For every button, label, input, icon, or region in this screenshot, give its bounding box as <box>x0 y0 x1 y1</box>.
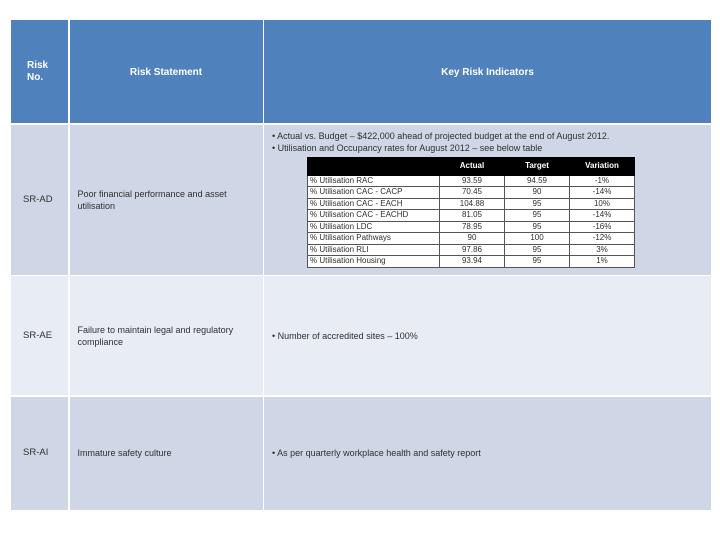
table-row <box>308 198 635 210</box>
variation-value: 3% <box>570 244 635 256</box>
header-risk-no-line1: Risk <box>27 60 49 71</box>
kri-bullet: • Actual vs. Budget – $422,000 ahead of projected budget at the end of August 2012. <box>272 130 610 141</box>
target-value: 95 <box>505 210 570 222</box>
target-value: 100 <box>505 233 570 245</box>
kri-bullet: • Utilisation and Occupancy rates for August 2012 – see below table <box>272 142 543 153</box>
kri-cell <box>264 276 711 395</box>
utilisation-header-row <box>308 157 635 175</box>
metric-name: % Utilisation CAC - EACH <box>308 198 440 210</box>
table-row <box>308 187 635 199</box>
table-row <box>308 256 635 268</box>
header-risk-no-line2: No. <box>27 72 44 83</box>
target-value: 95 <box>505 256 570 268</box>
risk-id-cell <box>11 276 68 395</box>
target-value: 95 <box>505 244 570 256</box>
col-header-variation: Variation <box>570 157 635 175</box>
metric-name: % Utilisation RLI <box>308 244 440 256</box>
header-risk-no <box>11 20 68 123</box>
col-header <box>308 157 440 175</box>
col-header-actual: Actual <box>440 157 505 175</box>
risk-statement-cell <box>70 125 263 275</box>
risk-id-cell <box>11 125 68 275</box>
header-risk-statement: Risk Statement <box>70 20 263 123</box>
actual-value: 70.45 <box>440 187 505 199</box>
target-value: 95 <box>505 221 570 233</box>
actual-value: 81.05 <box>440 210 505 222</box>
metric-name: % Utilisation CAC - EACHD <box>308 210 440 222</box>
risk-id: SR-AE <box>23 329 53 341</box>
variation-value: -14% <box>570 210 635 222</box>
risk-id: SR-AI <box>23 447 49 458</box>
risk-id: SR-AD <box>23 193 53 205</box>
actual-value: 104.88 <box>440 198 505 210</box>
metric-name: % Utilisation CAC - CACP <box>308 187 440 199</box>
table-row <box>308 233 635 245</box>
utilisation-table <box>307 157 635 268</box>
variation-value: -14% <box>570 187 635 199</box>
kri-cell <box>264 397 711 510</box>
variation-value: 1% <box>570 256 635 268</box>
actual-value: 93.59 <box>440 175 505 187</box>
risk-statement-cell <box>70 397 263 510</box>
kri-cell <box>264 125 711 275</box>
metric-name: % Utilisation RAC <box>308 175 440 187</box>
col-header-target: Target <box>505 157 570 175</box>
risk-statement: Poor financial performance and asset utilisation <box>77 188 227 211</box>
table-row <box>308 210 635 222</box>
table-row <box>308 244 635 256</box>
risk-table <box>11 20 711 507</box>
risk-statement: Failure to maintain legal and regulatory compliance <box>77 324 234 347</box>
risk-statement: Immature safety culture <box>77 448 172 458</box>
risk-statement-cell <box>70 276 263 395</box>
table-row <box>308 221 635 233</box>
actual-value: 93.94 <box>440 256 505 268</box>
variation-value: 10% <box>570 198 635 210</box>
metric-name: % Utilisation LDC <box>308 221 440 233</box>
header-key-risk-indicators: Key Risk Indicators <box>264 20 711 123</box>
metric-name: % Utilisation Pathways <box>308 233 440 245</box>
target-value: 95 <box>505 198 570 210</box>
actual-value: 97.86 <box>440 244 505 256</box>
kri-bullet: • Number of accredited sites – 100% <box>272 330 418 341</box>
metric-name: % Utilisation Housing <box>308 256 440 268</box>
target-value: 94.59 <box>505 175 570 187</box>
table-row <box>308 175 635 187</box>
variation-value: -16% <box>570 221 635 233</box>
variation-value: -1% <box>570 175 635 187</box>
variation-value: -12% <box>570 233 635 245</box>
target-value: 90 <box>505 187 570 199</box>
actual-value: 78.95 <box>440 221 505 233</box>
actual-value: 90 <box>440 233 505 245</box>
kri-bullet: • As per quarterly workplace health and safety report <box>272 448 481 458</box>
risk-id-cell <box>11 397 68 510</box>
